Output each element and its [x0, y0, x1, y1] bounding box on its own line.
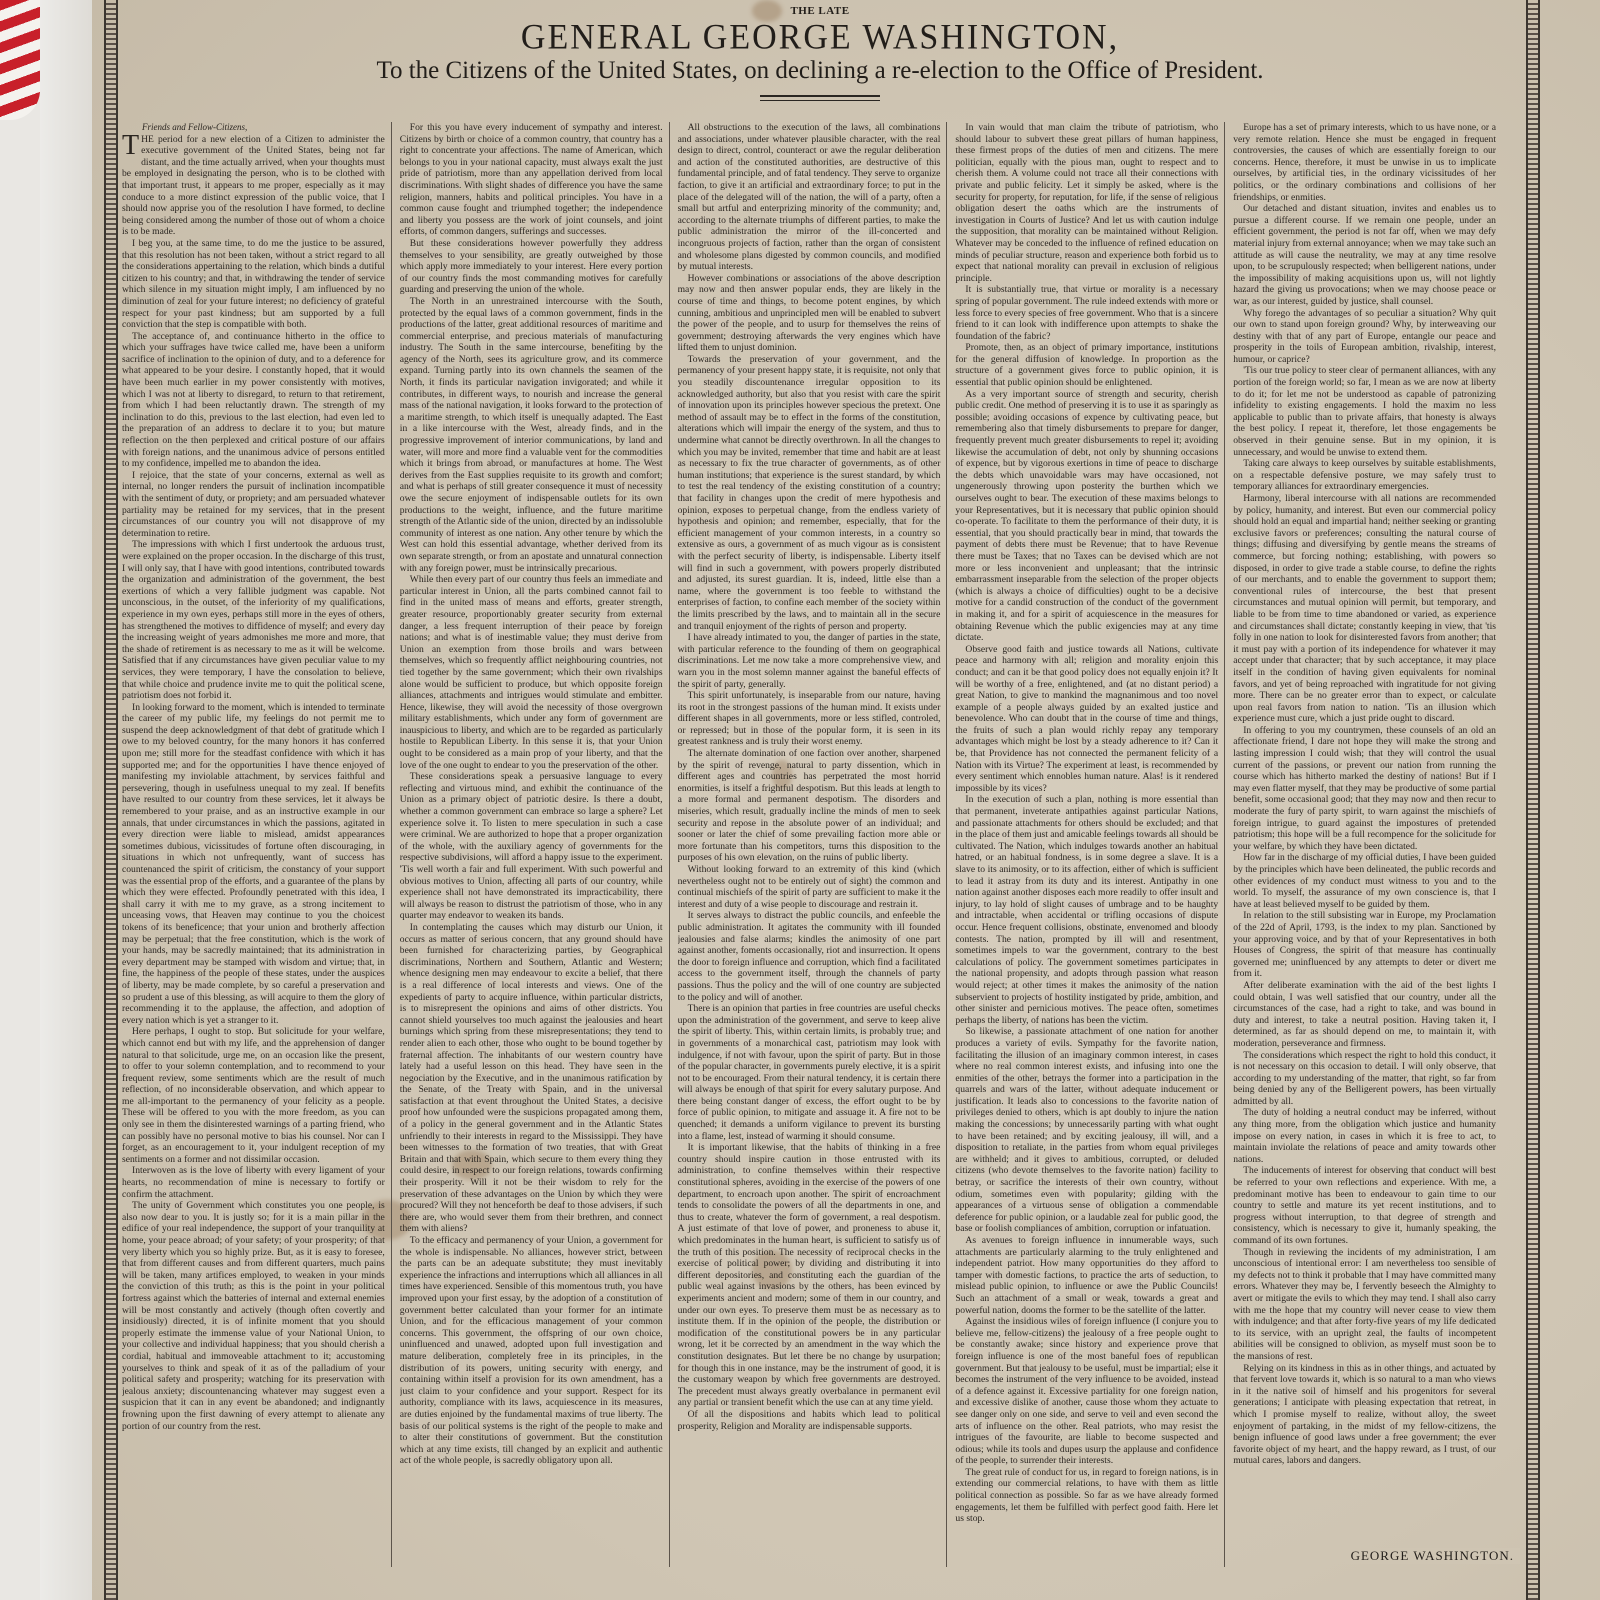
- paragraph: I beg you, at the same time, to do me the justice to be assured, that this resolution has not been taken, without a strict regard to all the considerations appertaining to the relation, which binds a dutiful citizen to his country; and that, in withdrawing the tender of service which silence in my situation might imply, I am influenced by no diminution of zeal for your future interest; no deficiency of grateful respect for your past kindness; but am supported by a full conviction that the step is compatible with both.: [122, 237, 385, 331]
- paragraph: I have already intimated to you, the danger of parties in the state, with particular reference to the founding of them on geographical discriminations. Let me now take a more comprehensive view, and warn you in the most solemn manner against the baneful effects of the spirit of party, generally.: [677, 632, 941, 690]
- paragraph: The alternate domination of one faction over another, sharpened by the spirit of revenge, natural to party dissention, which in different ages and countries has perpetrated the most horrid enormities, is itself a frightful despotism. But this leads at length to a more formal and permanent despotism. The disorders and miseries, which result, gradually incline the minds of men to seek security and repose in the absolute power of an individual; and sooner or later the chief of some prevailing faction more able or more fortunate than his competitors, turns this disposition to the purposes of his own elevation, on the ruins of public liberty.: [677, 748, 941, 864]
- paragraph: For this you have every inducement of sympathy and interest. Citizens by birth or choice of a common country, that country has a right to concentrate your affections. The name of American, which belongs to you in your national capacity, must always exalt the just pride of patriotism, more than any appellation derived from local discriminations. With slight shades of difference you have the same religion, manners, habits and political principles. You have in a common cause fought and triumphed together; the independence and liberty you possess are the work of joint counsels, and joint efforts, of common dangers, sufferings and successes.: [399, 122, 663, 238]
- paragraph: Relying on its kindness in this as in other things, and actuated by that fervent love towards it, which is so natural to a man who views in it the native soil of himself and his progenitors for several generations; I anticipate with pleasing expectation that retreat, in which I promise myself to realize, without alloy, the sweet enjoyment of partaking, in the midst of my fellow-citizens, the benign influence of good laws under a free government; the ever favorite object of my heart, and the happy reward, as I trust, of our mutual cares, labors and dangers.: [1233, 1362, 1496, 1467]
- paragraph: The acceptance of, and continuance hitherto in the office to which your suffrages have twice called me, have been a uniform sacrifice of inclination to the opinion of duty, and to a deference for what appeared to be your desire. I constantly hoped, that it would have been much earlier in my power consistently with motives, which I was not at liberty to disregard, to return to that retirement, from which I had been reluctantly drawn. The strength of my inclination to do this, previous to the last election, had even led to the preparation of an address to declare it to you; but mature reflection on the then perplexed and critical posture of our affairs with foreign nations, and the unanimous advice of persons entitled to my confidence, impelled me to abandon the idea.: [122, 330, 385, 470]
- paragraph: This spirit unfortunately, is inseparable from our nature, having its root in the strongest passions of the human mind. It exists under different shapes in all governments, more or less stifled, controled, or repressed; but in those of the popular form, it is seen in its greatest rankness and is truly their worst enemy.: [677, 690, 941, 748]
- paragraph: There is an opinion that parties in free countries are useful checks upon the administration of the government, and serve to keep alive the spirit of liberty. This, within certain limits, is probably true; and in governments of a monarchical cast, patriotism may look with indulgence, if not with favour, upon the spirit of party. But in those of the popular character, in governments purely elective, it is a spirit not to be encouraged. From their natural tendency, it is certain there will always be enough of that spirit for every salutary purpose. And there being constant danger of excess, the effort ought to be by force of public opinion, to mitigate and assuage it. A fire not to be quenched; it demands a uniform vigilance to prevent its bursting into a flame, lest, instead of warming it should consume.: [677, 1003, 941, 1142]
- document-title: GENERAL GEORGE WASHINGTON,: [520, 18, 1120, 57]
- paragraph: Our detached and distant situation, invites and enables us to pursue a different course. If we remain one people, under an efficient government, the period is not far off, when we may defy material injury from external annoyance; when we may take such an attitude as will cause the neutrality, we may at any time resolve upon, to be scrupulously respected; when belligerent nations, under the impossibility of making acquisitions upon us, will not lightly hazard the giving us provocations; when we may choose peace or war, as our interest, guided by justice, shall counsel.: [1233, 203, 1496, 307]
- wall-background: [40, 0, 100, 1600]
- title-rule: [760, 95, 880, 101]
- paragraph: As a very important source of strength and security, cherish public credit. One method of preserving it is to use it as sparingly as possible; avoiding occasions of expence by cultivating peace, but remembering also that timely disbursements to prepare for danger, frequently prevent much greater disbursements to repel it; avoiding likewise the accumulation of debt, not only by shunning occasions of expence, but by vigorous exertions in time of peace to discharge the debts which unavoidable wars may have occasioned, not ungenerously throwing upon posterity the burthen which we ourselves ought to bear. The execution of these maxims belongs to your Representatives, but it is necessary that public opinion should co-operate. To facilitate to them the performance of their duty, it is essential, that you should practically bear in mind, that towards the payment of debts there must be Revenue; that to have Revenue there must be Taxes; that no Taxes can be devised which are not more or less inconvenient and unpleasant; that the intrinsic embarrassment inseparable from the selection of the proper objects (which is always a choice of difficulties) ought to be a decisive motive for a candid construction of the conduct of the government in making it, and for a spirit of acquiescence in the measures for obtaining Revenue which the public exigencies may at any time dictate.: [955, 388, 1219, 644]
- paragraph: In offering to you my countrymen, these counsels of an old an affectionate friend, I dare not hope they will make the strong and lasting impression I could wish; that they will control the usual current of the passions, or prevent our nation from running the course which has hitherto marked the destiny of nations! But if I may even flatter myself, that they may be productive of some partial benefit, some occasional good; that they may now and then recur to moderate the fury of party spirit, to warn against the mischiefs of foreign intrigue, to guard against the impostures of pretended patriotism; this hope will be a full recompence for the solicitude for your welfare, by which they have been dictated.: [1233, 724, 1496, 852]
- paragraph: In relation to the still subsisting war in Europe, my Proclamation of the 22d of April, 1793, is the index to my plan. Sanctioned by your approving voice, and by that of your Representatives in both Houses of Congress, the spirit of that measure has continually governed me; uninfluenced by any attempts to deter or divert me from it.: [1233, 910, 1496, 980]
- signature: GEORGE WASHINGTON.: [1345, 1548, 1520, 1564]
- paragraph: Europe has a set of primary interests, which to us have none, or a very remote relation. Hence she must be engaged in frequent controversies, the causes of which are essentially foreign to our concerns. Hence, therefore, it must be unwise in us to implicate ourselves, by artificial ties, in the ordinary vicissitudes of her politics, or the ordinary combinations and collisions of her friendships, or enmities.: [1233, 122, 1496, 203]
- paragraph: In vain would that man claim the tribute of patriotism, who should labour to subvert these great pillars of human happiness, these firmest props of the duties of men and citizens. The mere politician, equally with the pious man, ought to respect and to cherish them. A volume could not trace all their connections with private and public felicity. Let it simply be asked, where is the security for property, for reputation, for life, if the sense of religious obligation desert the oaths which are the instruments of investigation in Courts of Justice? And let us with caution indulge the supposition, that morality can be maintained without Religion. Whatever may be conceded to the influence of refined education on minds of peculiar structure, reason and experience both forbid us to expect that national morality can prevail in exclusion of religious principle.: [955, 122, 1219, 284]
- paragraph: The duty of holding a neutral conduct may be inferred, without any thing more, from the obligation which justice and humanity impose on every nation, in cases in which it is free to act, to maintain inviolate the relations of peace and amity towards other nations.: [1233, 1107, 1496, 1165]
- paragraph: But these considerations however powerfully they address themselves to your sensibility, are greatly outweighed by those which apply more immediately to your interest. Here every portion of our country finds the most commanding motives for carefully guarding and preserving the union of the whole.: [399, 237, 663, 296]
- paragraph: Though in reviewing the incidents of my administration, I am unconscious of intentional error: I am nevertheless too sensible of my defects not to think it probable that I may have committed many errors. Whatever they may be, I fervently beseech the Almighty to avert or mitigate the evils to which they may tend. I shall also carry with me the hope that my country will never cease to view them with indulgence; and that after forty-five years of my life dedicated to its service, with an upright zeal, the faults of incompetent abilities will be consigned to oblivion, as myself must soon be to the mansions of rest.: [1233, 1246, 1496, 1362]
- kicker: THE LATE: [790, 5, 850, 17]
- paragraph: Against the insidious wiles of foreign influence (I conjure you to believe me, fellow-citizens) the jealousy of a free people ought to be constantly awake; since history and experience prove that foreign influence is one of the most baneful foes of republican government. But that jealousy to be useful, must be impartial; else it becomes the instrument of the very influence to be avoided, instead of a defence against it. Excessive partiality for one foreign nation, and excessive dislike of another, cause those whom they actuate to see danger only on one side, and serve to veil and even second the arts of influence on the other. Real patriots, who may resist the intrigues of the favourite, are liable to become suspected and odious; while its tools and dupes usurp the applause and confidence of the people, to surrender their interests.: [955, 1316, 1219, 1467]
- paragraph: So likewise, a passionate attachment of one nation for another produces a variety of evils. Sympathy for the favorite nation, facilitating the illusion of an imaginary common interest, in cases where no real common interest exists, and infusing into one the enmities of the other, betrays the former into a participation in the quarrels and wars of the latter, without adequate inducement or justification. It leads also to concessions to the favorite nation of privileges denied to others, which is apt doubly to injure the nation making the concessions; by unnecessarily parting with what ought to have been retained; and by exciting jealousy, ill will, and a disposition to retaliate, in the parties from whom equal privileges are withheld; and it gives to ambitious, corrupted, or deluded citizens (who devote themselves to the favorite nation) facility to betray, or sacrifice the interests of their own country, without odium, sometimes even with popularity; gilding with the appearances of a virtuous sense of obligation a commendable deference for public opinion, or a laudable zeal for public good, the base or foolish compliances of ambition, corruption or infatuation.: [955, 1026, 1219, 1235]
- paragraph: [122, 129, 385, 238]
- paragraph: It is important likewise, that the habits of thinking in a free country should inspire caution in those entrusted with its administration, to confine themselves within their respective constitutional spheres, avoiding in the exercise of the powers of one department, to encroach upon another. The spirit of encroachment tends to consolidate the powers of all the departments in one, and thus to create, whatever the form of government, a real despotism. A just estimate of that love of power, and proneness to abuse it, which predominates in the human heart, is sufficient to satisfy us of the truth of this position. The necessity of reciprocal checks in the exercise of political power; by dividing and distributing it into different depositories, and constituting each the guardian of the public weal against invasions by the others, has been evinced by experiments ancient and modern; some of them in our country, and under our own eyes. To preserve them must be as necessary as to institute them. If in the opinion of the people, the distribution or modification of the constitutional powers be in any particular wrong, let it be corrected by an amendment in the way which the constitution designates. But let there be no change by usurpation; for though this in one instance, may be the instrument of good, it is the customary weapon by which free governments are destroyed. The precedent must always greatly overbalance in permanent evil any partial or transient benefit which the use can at any time yield.: [677, 1142, 941, 1409]
- paragraph: These considerations speak a persuasive language to every reflecting and virtuous mind, and exhibit the continuance of the Union as a primary object of patriotic desire. Is there a doubt, whether a common government can embrace so large a sphere? Let experience solve it. To listen to mere speculation in such a case were criminal. We are authorized to hope that a proper organization of the whole, with the auxiliary agency of governments for the respective subdivisions, will afford a happy issue to the experiment. 'Tis well worth a fair and full experiment. With such powerful and obvious motives to Union, affecting all parts of our country, while experience shall not have demonstrated its impracticability, there will always be reason to distrust the patriotism of those, who in any quarter may endeavor to weaken its bands.: [399, 771, 663, 922]
- paragraph: The considerations which respect the right to hold this conduct, it is not necessary on this occasion to detail. I will only observe, that according to my understanding of the matter, that right, so far from being denied by any of the Belligerent powers, has been virtually admitted by all.: [1233, 1049, 1496, 1107]
- paragraph: As avenues to foreign influence in innumerable ways, such attachments are particularly alarming to the truly enlightened and independent patriot. How many opportunities do they afford to tamper with domestic factions, to practice the arts of seduction, to mislead public opinion, to influence or awe the Public Councils! Such an attachment of a small or weak, towards a great and powerful nation, dooms the former to be the satellite of the latter.: [955, 1235, 1219, 1316]
- salutation: Friends and Fellow-Citizens,: [142, 122, 248, 132]
- paragraph: Observe good faith and justice towards all Nations, cultivate peace and harmony with all; religion and morality enjoin this conduct; and can it be that good policy does not equally enjoin it? It will be worthy of a free, enlightened, and (at no distant period) a great Nation, to give to mankind the magnanimous and too novel example of a people always guided by an exalted justice and benevolence. Who can doubt that in the course of time and things, the fruits of such a plan would richly repay any temporary advantages which might be lost by a steady adherence to it? Can it be, that Providence has not connected the permanent felicity of a Nation with its Virtue? The experiment at least, is recommended by every sentiment which ennobles human nature. Alas! is it rendered impossible by its vices?: [955, 643, 1219, 794]
- paragraph: The great rule of conduct for us, in regard to foreign nations, is in extending our commercial relations, to have with them as little political connection as possible. So far as we have already formed engagements, let them be fulfilled with perfect good faith. Here let us stop.: [955, 1466, 1219, 1525]
- paragraph: The North in an unrestrained intercourse with the South, protected by the equal laws of a common government, finds in the productions of the latter, great additional resources of maritime and commercial enterprise, and precious materials of manufacturing industry. The South in the same intercourse, benefiting by the agency of the North, sees its agriculture grow, and its commerce expand. Turning partly into its own channels the seamen of the North, it finds its particular navigation invigorated; and while it contributes, in different ways, to nourish and increase the general mass of the national navigation, it looks forward to the protection of a maritime strength, to which itself is unequally adapted. The East in a like intercourse with the West, already finds, and in the progressive improvement of interior communications, by land and water, will more and more find a valuable vent for the commodities which it brings from abroad, or manufactures at home. The West derives from the East supplies requisite to its growth and comfort; and what is perhaps of still greater consequence it must of necessity owe the secure enjoyment of indispensable outlets for its own productions to the weight, influence, and the future maritime strength of the Atlantic side of the union, directed by an indissoluble community of interest as one nation. Any other tenure by which the West can hold this essential advantage, whether derived from its own separate strength, or from an apostate and unnatural connection with any foreign power, must be intrinsically precarious.: [399, 295, 663, 574]
- document-header: [120, 0, 1520, 101]
- text-column-3: [678, 122, 948, 1567]
- paragraph: All obstructions to the execution of the laws, all combinations and associations, under whatever plausible character, with the real design to direct, control, counteract or awe the regular deliberation and action of the constituted authorities, are destructive of this fundamental principle, and of fatal tendency. They serve to organize faction, to give it an artificial and extraordinary force; to put in the place of the delegated will of the nation, the will of a party, often a small but artful and enterprizing minority of the community; and, according to the alternate triumphs of different parties, to make the public administration the mirror of the ill-concerted and incongruous projects of faction, rather than the organ of consistent and wholesome plans digested by common councils, and modified by mutual interests.: [677, 122, 941, 273]
- paragraph: 'Tis our true policy to steer clear of permanent alliances, with any portion of the foreign world; so far, I mean as we are now at liberty to do it; for let me not be understood as capable of patronizing infidelity to existing engagements. I hold the maxim no less applicable to public than to private affairs, that honesty is always the best policy. I repeat it, therefore, let those engagements be observed in their genuine sense. But in my opinion, it is unnecessary, and would be unwise to extend them.: [1233, 365, 1496, 458]
- paragraph: The inducements of interest for observing that conduct will best be referred to your own reflections and experience. With me, a predominant motive has been to endeavour to gain time to our country to settle and mature its yet recent institutions, and to progress without interruption, to that degree of strength and consistency, which is necessary to give it, humanly speaking, the command of its own fortunes.: [1233, 1165, 1496, 1246]
- paragraph: Promote, then, as an object of primary importance, institutions for the general diffusion of knowledge. In proportion as the structure of a government gives force to public opinion, it is essential that public opinion should be enlightened.: [955, 342, 1219, 389]
- left-decorative-border: [104, 0, 118, 1600]
- flag-fabric: [0, 0, 40, 120]
- paragraph: Without looking forward to an extremity of this kind (which nevertheless ought not to be entirely out of sight) the common and continual mischiefs of the spirit of party are sufficient to make it the interest and duty of a wise people to discourage and restrain it.: [677, 864, 941, 910]
- text-columns: [122, 122, 1502, 1567]
- drop-cap: T: [122, 129, 140, 161]
- paragraph: The impressions with which I first undertook the arduous trust, were explained on the proper occasion. In the discharge of this trust, I will only say, that I have with good intentions, contributed towards the organization and administration of the government, the best exertions of which a very fallible judgment was capable. Not unconscious, in the outset, of the inferiority of my qualifications, experience in my own eyes, perhaps still more in the eyes of others, has strengthened the motives to diffidence of myself; and every day the increasing weight of years admonishes me more and more, that the shade of retirement is as necessary to me as it will be welcome. Satisfied that if any circumstances have given peculiar value to my services, they were temporary, I have the consolation to believe, that while choice and prudence invite me to quit the political scene, patriotism does not forbid it.: [122, 539, 385, 702]
- paragraph: How far in the discharge of my official duties, I have been guided by the principles which have been delineated, the public records and other evidences of my conduct must witness to you and to the world. To myself, the assurance of my own conscience is, that I have at least believed myself to be guided by them.: [1233, 852, 1496, 910]
- text-column-5: [1233, 122, 1502, 1567]
- paragraph: I rejoice, that the state of your concerns, external as well as internal, no longer renders the pursuit of inclination incompatible with the sentiment of duty, or propriety; and am persuaded whatever partiality may be retained for my services, that in the present circumstances of our country you will not disapprove of my determination to retire.: [122, 469, 385, 539]
- paragraph: It is substantially true, that virtue or morality is a necessary spring of popular government. The rule indeed extends with more or less force to every species of free government. Who that is a sincere friend to it can look with indifference upon attempts to shake the foundation of the fabric?: [955, 284, 1219, 342]
- paragraph: Taking care always to keep ourselves by suitable establishments, on a respectable defensive posture, we may safely trust to temporary alliances for extraordinary emergencies.: [1233, 458, 1496, 493]
- paragraph: Towards the preservation of your government, and the permanency of your present happy state, it is requisite, not only that you steadily discountenance irregular opposition to its acknowledged authority, but also that you resist with care the spirit of innovation upon its principles however specious the pretext. One method of assault may be to effect in the forms of the constitution, alterations which will impair the energy of the system, and thus to undermine what cannot be directly overthrown. In all the changes to which you may be invited, remember that time and habit are at least as necessary to fix the true character of governments, as of other human institutions; that experience is the surest standard, by which to test the real tendency of the existing constitution of a country; that facility in changes upon the credit of mere hypothesis and opinion, exposes to perpetual change, from the endless variety of hypothesis and opinion; and remember, especially, that for the efficient management of your common interests, in a country so extensive as ours, a government of as much vigour as is consistent with the perfect security of liberty, is indispensable. Liberty itself will find in such a government, with powers properly distributed and adjusted, its surest guardian. It is, indeed, little else than a name, where the government is too feeble to withstand the enterprises of faction, to confine each member of the society within the limits prescribed by the laws, and to maintain all in the secure and tranquil enjoyment of the rights of person and property.: [677, 353, 941, 632]
- paragraph-text: HE period for a new election of a Citizen to administer the executive government of the United States, being not far distant, and the time actually arrived, when your thoughts must be employed in designating the person, who is to be clothed with that important trust, it appears to me proper, especially as it may conduce to a more distinct expression of the public voice, that I should now apprise you of the resolution I have formed, to decline being considered among the number of those out of whom a choice is to be made.: [122, 133, 385, 238]
- text-column-2: [400, 122, 670, 1567]
- paragraph: In looking forward to the moment, which is intended to terminate the career of my public life, my feelings do not permit me to suspend the deep acknowledgment of that debt of gratitude which I owe to my beloved country, for the many honors it has conferred upon me; still more for the steadfast confidence with which it has supported me; and for the opportunities I have thence enjoyed of manifesting my inviolable attachment, by services faithful and persevering, though in usefulness unequal to my zeal. If benefits have resulted to our country from these services, let it always be remembered to your praise, and as an instructive example in our annals, that under circumstances in which the passions, agitated in every direction were liable to mislead, amidst appearances sometimes dubious, vicissitudes of fortune often discouraging, in situations in which not unfrequently, want of success has countenanced the spirit of criticism, the constancy of your support was the essential prop of the efforts, and a guarantee of the plans by which they were effected. Profoundly penetrated with this idea, I shall carry it with me to my grave, as a strong incitement to unceasing vows, that Heaven may continue to you the choicest tokens of its beneficence; that your union and brotherly affection may be perpetual; that the free constitution, which is the work of your hands, may be sacredly maintained; that its administration in every department may be stamped with wisdom and virtue; that, in fine, the happiness of the people of these states, under the auspices of liberty, may be made complete, by so careful a preservation and so prudent a use of this blessing, as will acquire to them the glory of recommending it to the applause, the affection, and adoption of every nation which is yet a stranger to it.: [122, 701, 385, 1026]
- paragraph: However combinations or associations of the above description may now and then answer popular ends, they are likely in the course of time and things, to become potent engines, by which cunning, ambitious and unprincipled men will be enabled to subvert the power of the people, and to usurp for themselves the reins of government; destroying afterwards the very engines which have lifted them to unjust dominion.: [677, 272, 941, 354]
- paragraph: Here perhaps, I ought to stop. But solicitude for your welfare, which cannot end but with my life, and the apprehension of danger natural to that solicitude, urge me, on an occasion like the present, to offer to your solemn contemplation, and to recommend to your frequent review, some sentiments which are the result of much reflection, of no inconsiderable observation, and which appear to me all-important to the permanency of your felicity as a people. These will be offered to you with the more freedom, as you can only see in them the disinterested warnings of a parting friend, who can possibly have no personal motive to bias his counsel. Nor can I forget, as an encouragement to it, your indulgent reception of my sentiments on a former and not dissimilar occasion.: [122, 1026, 385, 1165]
- paragraph: After deliberate examination with the aid of the best lights I could obtain, I was well satisfied that our country, under all the circumstances of the case, had a right to take, and was bound in duty and interest, to take a neutral position. Having taken it, I determined, as far as should depend on me, to maintain it, with moderation, perseverance and firmness.: [1233, 979, 1496, 1049]
- paragraph: Why forego the advantages of so peculiar a situation? Why quit our own to stand upon foreign ground? Why, by interweaving our destiny with that of any part of Europe, entangle our peace and prosperity in the toils of European ambition, rivalship, interest, humour, or caprice?: [1233, 307, 1496, 365]
- paragraph: While then every part of our country thus feels an immediate and particular interest in Union, all the parts combined cannot fail to find in the united mass of means and efforts, greater strength, greater resource, proportionably greater security from external danger, a less frequent interruption of their peace by foreign nations; and what is of inestimable value; they must derive from Union an exemption from those broils and wars between themselves, which so frequently afflict neighbouring countries, not tied together by the same government; which their own rivalships alone would be sufficient to produce, but which opposite foreign alliances, attachments and intrigues would stimulate and embitter. Hence, likewise, they will avoid the necessity of those overgrown military establishments, which under any form of government are inauspicious to liberty, and which are to be regarded as particularly hostile to Republican Liberty. In this sense it is, that your Union ought to be considered as a main prop of your liberty, and that the love of the one ought to endear to you the preservation of the other.: [399, 574, 663, 771]
- text-column-4: [955, 122, 1225, 1567]
- paragraph: In the execution of such a plan, nothing is more essential than that permanent, inveterate antipathies against particular Nations, and passionate attachments for others should be excluded; and that in the place of them just and amicable feelings towards all should be cultivated. The Nation, which indulges towards another an habitual hatred, or an habitual fondness, is in some degree a slave. It is a slave to its animosity, or to its affection, either of which is sufficient to lead it astray from its duty and its interest. Antipathy in one nation against another disposes each more readily to offer insult and injury, to lay hold of slight causes of umbrage and to be haughty and intractable, when accidental or trifling occasions of dispute occur. Hence frequent collisions, obstinate, envenomed and bloody contests. The nation, prompted by ill will and resentment, sometimes impels to war the government, contrary to the best calculations of policy. The government sometimes participates in the national propensity, and adopts through passion what reason would reject; at other times it makes the animosity of the nation subservient to projects of hostility instigated by pride, ambition, and other sinister and pernicious motives. The peace often, sometimes perhaps the liberty, of nations has been the victim.: [955, 794, 1219, 1026]
- paragraph: In contemplating the causes which may disturb our Union, it occurs as matter of serious concern, that any ground should have been furnished for characterizing parties, by Geographical discriminations, Northern and Southern, Atlantic and Western; whence designing men may endeavour to excite a belief, that there is a real difference of local interests and views. One of the expedients of party to acquire influence, within particular districts, is to misrepresent the opinions and aims of other districts. You cannot shield yourselves too much against the jealousies and heart burnings which spring from these misrepresentations; they tend to render alien to each other, those who ought to be bound together by fraternal affection. The inhabitants of our western country have lately had a useful lesson on this head. They have seen in the negociation by the Executive, and in the unanimous ratification by the Senate, of the Treaty with Spain, and in the universal satisfaction at that event throughout the United States, a decisive proof how unfounded were the suspicions propagated among them, of a policy in the general government and in the Atlantic States unfriendly to their interests in regard to the Mississippi. They have been witnesses to the formation of two treaties, that with Great Britain and that with Spain, which secure to them every thing they could desire, in respect to our foreign relations, towards confirming their prosperity. Will it not be their wisdom to rely for the preservation of these advantages on the Union by which they were procured? Will they not henceforth be deaf to those advisers, if such there are, who would sever them from their brethren, and connect them with aliens?: [399, 921, 663, 1235]
- right-decorative-border: [1526, 0, 1540, 1600]
- paragraph: To the efficacy and permanency of your Union, a government for the whole is indispensable. No alliances, however strict, between the parts can be an adequate substitute; they must inevitably experience the infractions and interruptions which all alliances in all times have experienced. Sensible of this momentous truth, you have improved upon your first essay, by the adoption of a constitution of government better calculated than your former for an intimate Union, and for the efficacious management of your common concerns. This government, the offspring of our own choice, uninfluenced and unawed, adopted upon full investigation and mature deliberation, completely free in its principles, in the distribution of its powers, uniting security with energy, and containing within itself a provision for its own amendment, has a just claim to your confidence and your support. Respect for its authority, compliance with its laws, acquiescence in its measures, are duties enjoined by the fundamental maxims of true liberty. The basis of our political systems is the right of the people to make and to alter their constitutions of government. But the constitution which at any time exists, till changed by an explicit and authentic act of the whole people, is sacredly obligatory upon all.: [399, 1235, 663, 1467]
- paragraph: Harmony, liberal intercourse with all nations are recommended by policy, humanity, and interest. But even our commercial policy should hold an equal and impartial hand; neither seeking or granting exclusive favors or preferences; consulting the natural course of things; diffusing and diversifying by gentle means the streams of commerce, but forcing nothing; establishing, with powers so disposed, in order to give trade a stable course, to define the rights of our merchants, and to enable the government to support them; conventional rules of intercourse, the best that present circumstances and mutual opinion will permit, but temporary, and liable to be from time to time abandoned or varied, as experience and circumstances shall dictate; constantly keeping in view, that 'tis folly in one nation to look for disinterested favors from another; that it must pay with a portion of its independence for whatever it may accept under that character; that by such acceptance, it may place itself in the condition of having given equivalents for nominal favors, and yet of being reproached with ingratitude for not giving more. There can be no greater error than to expect, or calculate upon real favors from nation to nation. 'Tis an illusion which experience must cure, which a just pride ought to discard.: [1233, 493, 1496, 725]
- paragraph: Interwoven as is the love of liberty with every ligament of your hearts, no recommendation of mine is necessary to fortify or confirm the attachment.: [122, 1165, 385, 1200]
- paragraph: Of all the dispositions and habits which lead to political prosperity, Religion and Morality are indispensable supports.: [677, 1408, 941, 1432]
- document-subtitle: To the Citizens of the United States, on declining a re-election to the Office of President.: [376, 57, 1264, 84]
- text-column-1: [122, 122, 392, 1567]
- paragraph: It serves always to distract the public councils, and enfeeble the public administration. It agitates the community with ill founded jealousies and false alarms; kindles the animosity of one part against another, foments occasionally, riot and insurrection. It opens the door to foreign influence and corruption, which find a facilitated access to the government itself, through the channels of party passions. Thus the policy and the will of one country are subjected to the policy and will of another.: [677, 910, 941, 1003]
- paragraph: The unity of Government which constitutes you one people, is also now dear to you. It is justly so; for it is a main pillar in the edifice of your real independence, the support of your tranquility at home, your peace abroad; of your safety; of your prosperity; of that very liberty which you so highly prize. But, as it is easy to foresee, that from different causes and from different quarters, much pains will be taken, many artifices employed, to weaken in your minds the conviction of this truth; as this is the point in your political fortress against which the batteries of internal and external enemies will be most constantly and actively (though often covertly and insidiously) directed, it is of infinite moment that you should properly estimate the immense value of your National Union, to your collective and individual happiness; that you should cherish a cordial, habitual and immoveable attachment to it; accustoming yourselves to think and speak of it as of the palladium of your political safety and prosperity; watching for its preservation with jealous anxiety; discountenancing whatever may suggest even a suspicion that it can in any event be abandoned; and indignantly frowning upon the first dawning of every attempt to alienate any portion of our country from the rest.: [122, 1200, 385, 1432]
